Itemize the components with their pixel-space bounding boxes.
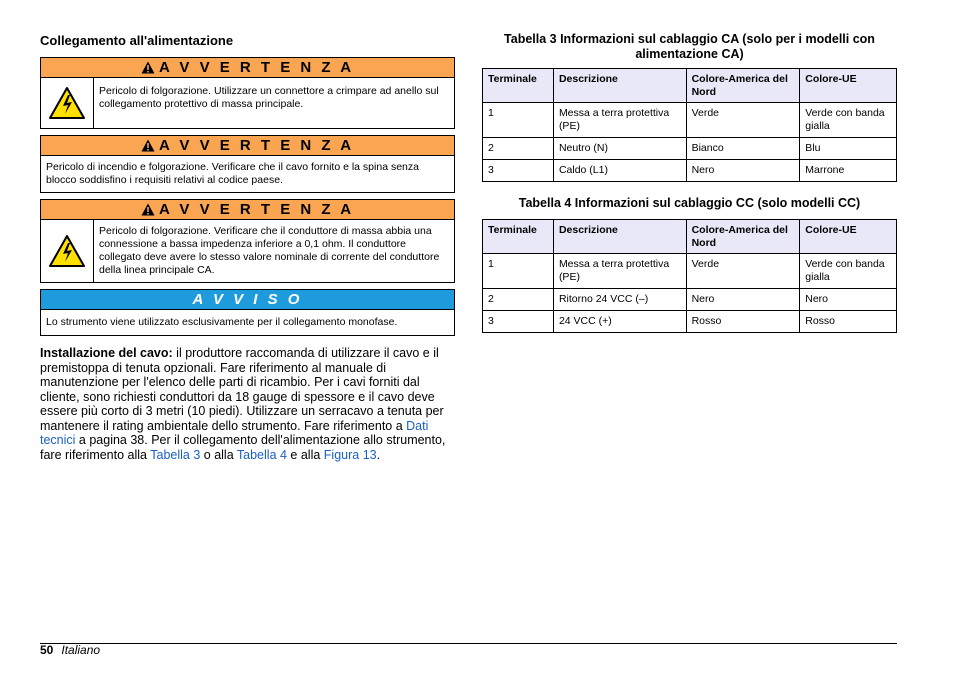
header-colore-america: Colore-America del Nord <box>686 220 800 254</box>
link-tabella-4[interactable]: Tabella 4 <box>236 447 287 462</box>
table-row: 1 Messa a terra protettiva (PE) Verde Verde con banda gialla <box>483 254 897 289</box>
warning-triangle-icon <box>141 61 155 74</box>
install-label: Installazione del cavo: <box>40 346 173 360</box>
table-4-dc-wiring <box>482 219 897 333</box>
table-row: 3 24 VCC (+) Rosso Rosso <box>483 311 897 333</box>
warning-box-3 <box>40 199 455 283</box>
warning-triangle-icon <box>141 203 155 216</box>
header-descrizione: Descrizione <box>553 220 686 254</box>
right-column <box>482 32 897 333</box>
warning-box-1 <box>40 57 455 129</box>
page-number: 50 <box>40 643 54 657</box>
notice-header: A V V I S O <box>41 290 454 310</box>
warning-text: Pericolo di incendio e folgorazione. Verificare che il cavo fornito e la spina senza blocco soddisfino i requisiti relativi al codice paese. <box>46 161 419 186</box>
warning-header: A V V E R T E N Z A <box>41 200 454 220</box>
warning-header: A V V E R T E N Z A <box>41 58 454 78</box>
header-colore-america: Colore-America del Nord <box>686 69 800 103</box>
link-tabella-3[interactable]: Tabella 3 <box>150 447 201 462</box>
warning-triangle-icon <box>141 139 155 152</box>
table-row: 2 Ritorno 24 VCC (–) Nero Nero <box>483 289 897 311</box>
electrical-hazard-icon <box>48 234 86 268</box>
electrical-hazard-icon-cell <box>41 78 94 128</box>
section-title: Collegamento all'alimentazione <box>40 33 234 48</box>
link-figura-13[interactable]: Figura 13 <box>323 447 377 462</box>
warning-text: Pericolo di folgorazione. Utilizzare un connettore a crimpare ad anello sul collegamento protettivo di massa principale. <box>99 85 439 110</box>
page-footer <box>40 643 100 657</box>
electrical-hazard-icon <box>48 86 86 120</box>
footer-language: Italiano <box>61 643 101 657</box>
cable-installation-paragraph: Installazione del cavo: il produttore raccomanda di utilizzare il cavo e il premistoppa di tenuta opzionali. Fare riferimento al manuale di manutenzione per l'elenco delle parti di ricambio. Per i cavi forniti dal cliente, sono richiesti conduttori da 18 gauge di spessore e il cavo deve essere più corto di 3 metri (10 piedi). Utilizzare un serracavo a tenuta per mantenere il rating ambientale dello strumento. Fare riferimento a Dati tecnici a pagina 38. Per il collegamento dell'alimentazione allo strumento, fare riferimento alla Tabella 3 o alla Tabella 4 e alla Figura 13. <box>40 346 446 462</box>
header-descrizione: Descrizione <box>553 69 686 103</box>
table-row: 1 Messa a terra protettiva (PE) Verde Verde con banda gialla <box>483 103 897 138</box>
header-colore-ue: Colore-UE <box>800 69 897 103</box>
table-header-row <box>483 220 897 254</box>
header-terminale: Terminale <box>483 69 554 103</box>
left-column <box>40 32 455 462</box>
electrical-hazard-icon-cell <box>41 220 94 282</box>
table3-caption: Tabella 3 Informazioni sul cablaggio CA (solo per i modelli con alimentazione CA) <box>504 32 875 61</box>
table-3-ac-wiring <box>482 68 897 182</box>
warning-text: Pericolo di folgorazione. Verificare che il conduttore di massa abbia una connessione a bassa impedenza inferiore a 0,1 ohm. Il conduttore collegato deve avere lo stesso valore nominale di corrente del conduttore della linea principale CA. <box>99 225 440 276</box>
header-terminale: Terminale <box>483 220 554 254</box>
table-header-row <box>483 69 897 103</box>
notice-text: Lo strumento viene utilizzato esclusivamente per il collegamento monofase. <box>46 316 398 328</box>
footer-divider <box>40 643 897 644</box>
link-dati-tecnici[interactable]: Dati tecnici <box>40 418 429 447</box>
warning-header: A V V E R T E N Z A <box>41 136 454 156</box>
warning-box-2 <box>40 135 455 193</box>
notice-box <box>40 289 455 336</box>
table4-caption: Tabella 4 Informazioni sul cablaggio CC (solo modelli CC) <box>518 196 861 210</box>
table-row: 2 Neutro (N) Bianco Blu <box>483 138 897 160</box>
header-colore-ue: Colore-UE <box>800 220 897 254</box>
table-row: 3 Caldo (L1) Nero Marrone <box>483 160 897 182</box>
